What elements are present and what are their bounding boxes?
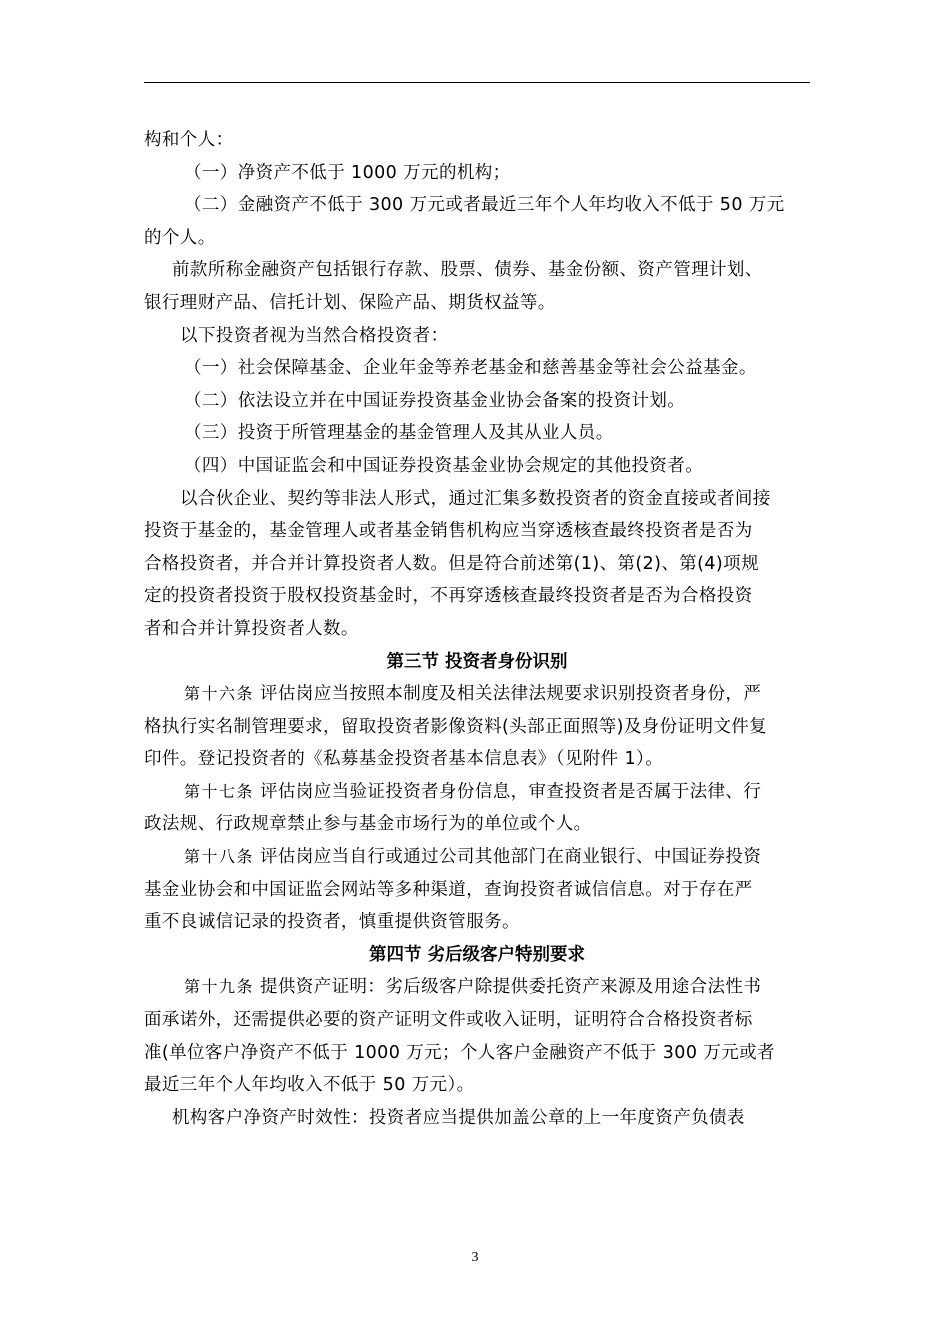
- text-line: 面承诺外，还需提供必要的资产证明文件或收入证明，证明符合合格投资者标: [144, 1010, 753, 1031]
- list-item: （四）中国证监会和中国证券投资基金业协会规定的其他投资者。: [184, 455, 704, 476]
- text-line: 重不良诚信记录的投资者，慎重提供资管服务。: [144, 912, 520, 933]
- list-item: （一）净资产不低于 1000 万元的机构；: [184, 162, 511, 183]
- article-19: [144, 971, 810, 1004]
- text-line: 定的投资者投资于股权投资基金时，不再穿透核查最终投资者是否为合格投资: [144, 586, 753, 607]
- text-line: 构和个人：: [144, 130, 234, 150]
- text-line: 基金业协会和中国证监会网站等多种渠道，查询投资者诚信信息。对于存在严: [144, 879, 753, 900]
- text-line: 最近三年个人年均收入不低于 50 万元）。: [144, 1075, 475, 1096]
- text-line: 者和合并计算投资者人数。: [144, 618, 359, 639]
- section-heading: 第四节 劣后级客户特别要求: [368, 944, 586, 965]
- article-number: 第十六条: [184, 684, 255, 704]
- article-18: [144, 841, 810, 874]
- article-number: 第十九条: [184, 977, 255, 997]
- paragraph-line: 前款所称金融资产包括银行存款、股票、债券、基金份额、资产管理计划、: [172, 260, 763, 281]
- list-item: （二）金融资产不低于 300 万元或者最近三年个人年均收入不低于 50 万元: [184, 195, 785, 216]
- text-line: 印件。登记投资者的《私募基金投资者基本信息表》（见附件 1）。: [144, 749, 664, 770]
- page-number: 3: [471, 1250, 479, 1265]
- text-line: 准(单位客户净资产不低于 1000 万元；个人客户金融资产不低于 300 万元或者: [144, 1042, 775, 1063]
- text-line: 政法规、行政规章禁止参与基金市场行为的单位或个人。: [144, 814, 592, 835]
- article-number: 第十八条: [184, 847, 255, 867]
- list-item: （三）投资于所管理基金的基金管理人及其从业人员。: [184, 423, 614, 444]
- list-item: （一）社会保障基金、企业年金等养老基金和慈善基金等社会公益基金。: [184, 358, 757, 379]
- text-line: 的个人。: [144, 227, 216, 248]
- document-body: [144, 124, 810, 1134]
- text-line: 合格投资者，并合并计算投资者人数。但是符合前述第(1)、第(2)、第(4)项规: [144, 553, 759, 574]
- article-text: 提供资产证明：劣后级客户除提供委托资产来源及用途合法性书: [260, 977, 762, 998]
- article-text: 评估岗应当自行或通过公司其他部门在商业银行、中国证券投资: [260, 847, 762, 868]
- article-number: 第十七条: [184, 781, 255, 801]
- list-item: （二）依法设立并在中国证券投资基金业协会备案的投资计划。: [184, 390, 686, 411]
- article-text: 评估岗应当验证投资者身份信息，审查投资者是否属于法律、行: [260, 781, 762, 802]
- text-line: 投资于基金的，基金管理人或者基金销售机构应当穿透核查最终投资者是否为: [144, 521, 753, 542]
- section-heading: 第三节 投资者身份识别: [386, 651, 568, 672]
- article-text: 评估岗应当按照本制度及相关法律法规要求识别投资者身份，严: [260, 684, 762, 705]
- text-line: 银行理财产品、信托计划、保险产品、期货权益等。: [144, 292, 556, 313]
- article-17: [144, 776, 810, 809]
- text-line: 格执行实名制管理要求，留取投资者影像资料(头部正面照等)及身份证明文件复: [144, 716, 768, 737]
- article-16: [144, 678, 810, 711]
- header-rule: [144, 82, 810, 83]
- paragraph-line: 机构客户净资产时效性：投资者应当提供加盖公章的上一年度资产负债表: [172, 1107, 745, 1128]
- paragraph-line: 以下投资者视为当然合格投资者：: [180, 325, 449, 346]
- paragraph-line: 以合伙企业、契约等非法人形式，通过汇集多数投资者的资金直接或者间接: [180, 488, 771, 509]
